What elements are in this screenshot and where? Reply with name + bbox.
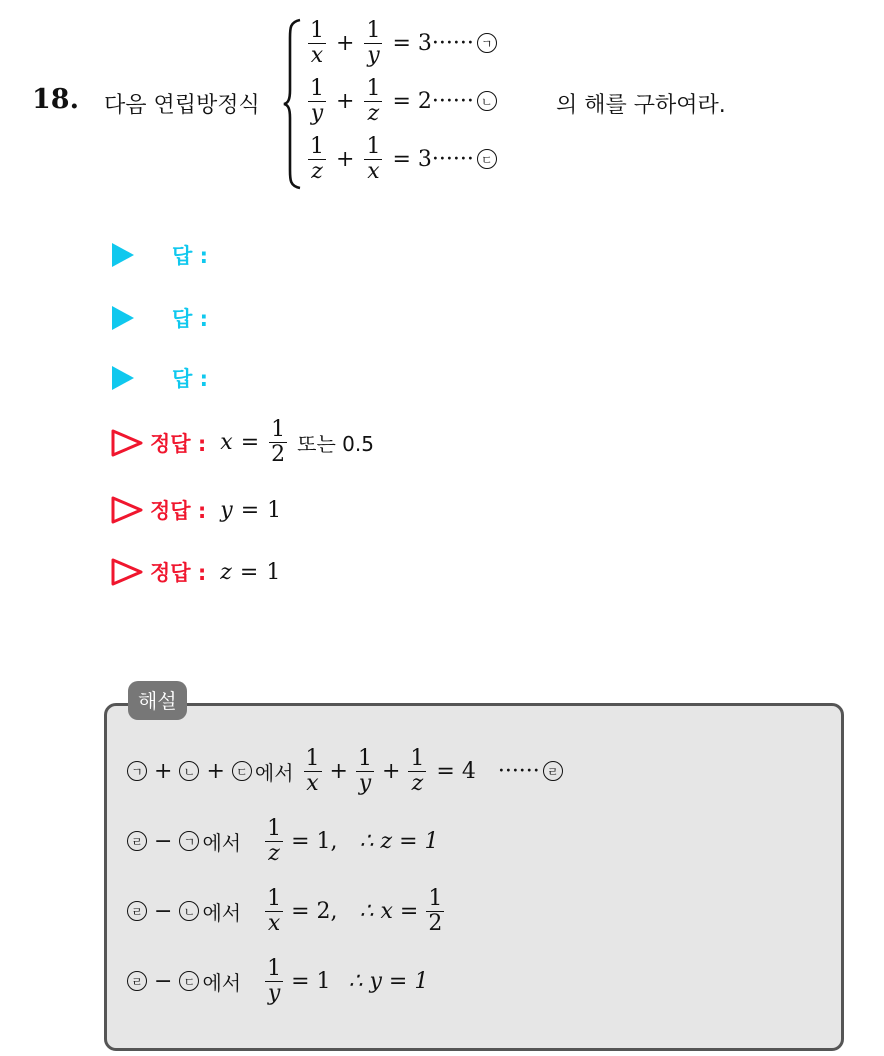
answer-line-2[interactable] <box>112 303 208 333</box>
correct-answer-1: 정답 : x = $\frac{1}{2}$ 또는 0.5 <box>110 418 374 467</box>
equation-system <box>306 14 500 188</box>
question-number: 18. <box>32 84 79 115</box>
question-prefix: 다음 연립방정식 <box>104 93 260 118</box>
equation-1: $\frac{1}{x}$ + $\frac{1}{y}$ = 3 ······ ㄱ <box>306 14 500 72</box>
correct-answer-2: 정답 : y = 1 <box>110 495 281 525</box>
correct-answer-3: 정답 : z = 1 <box>110 557 280 587</box>
system-brace <box>282 18 304 190</box>
answer-line-1[interactable] <box>112 240 208 270</box>
outline-triangle-icon <box>110 496 144 524</box>
correct-label: 정답 : <box>150 499 207 523</box>
answer-label: 답 : <box>172 367 208 391</box>
equation-3: $\frac{1}{z}$ + $\frac{1}{x}$ = 3 ······ ㄷ <box>306 130 500 188</box>
explanation-content <box>124 735 566 1015</box>
correct-label: 정답 : <box>150 431 207 456</box>
explanation-line-3: ㄹ − ㄴ 에서 $\frac{1}{x}$ = 2, ∴ x = $\frac{1}{2}$ <box>124 875 566 947</box>
outline-triangle-icon <box>110 429 144 457</box>
answer-line-3[interactable] <box>112 363 208 393</box>
mark-giyeok: ㄱ <box>477 33 497 53</box>
mark-nieun: ㄴ <box>477 91 497 111</box>
explanation-line-1: ㄱ + ㄴ + ㄷ 에서 $\frac{1}{x}$ + $\frac{1}{y}$ + $\frac{1}{z}$ = 4 ······ ㄹ <box>124 735 566 807</box>
explanation-tag: 해설 <box>128 681 187 720</box>
play-triangle-icon <box>112 366 134 390</box>
equation-2: $\frac{1}{y}$ + $\frac{1}{z}$ = 2 ······ ㄴ <box>306 72 500 130</box>
outline-triangle-icon <box>110 558 144 586</box>
correct-label: 정답 : <box>150 561 207 585</box>
explanation-line-4: ㄹ − ㄷ 에서 $\frac{1}{y}$ = 1 ∴ y = 1 <box>124 947 566 1015</box>
answer-label: 답 : <box>172 244 208 268</box>
question-suffix: 의 해를 구하여라. <box>556 93 726 118</box>
answer-label: 답 : <box>172 307 208 331</box>
explanation-line-2: ㄹ − ㄱ 에서 $\frac{1}{z}$ = 1, ∴ z = 1 <box>124 807 566 875</box>
mark-digeut: ㄷ <box>477 149 497 169</box>
play-triangle-icon <box>112 306 134 330</box>
play-triangle-icon <box>112 243 134 267</box>
